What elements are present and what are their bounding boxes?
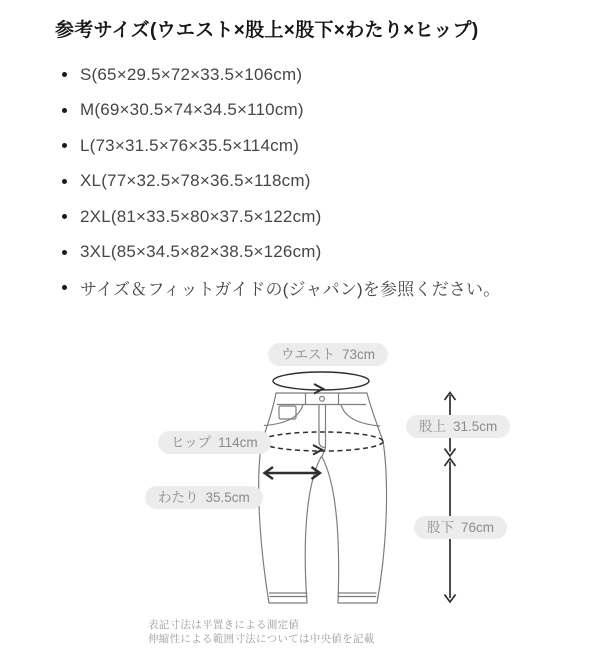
size-list-item-s (62, 57, 500, 93)
size-list-item-label: XL(77×32.5×78×36.5×118cm) (80, 171, 311, 191)
thigh-label: わたり (158, 490, 199, 505)
hip-measurement-pill (158, 431, 271, 454)
section-title: 参考サイズ(ウエスト×股上×股下×わたり×ヒップ) (55, 20, 479, 41)
inseam-label: 股下 (427, 520, 454, 535)
bullet-icon (62, 214, 67, 219)
hip-label: ヒップ (171, 435, 212, 450)
size-guide-note-label: サイズ＆フィットガイドの(ジャパン)を参照ください。 (80, 280, 501, 300)
pants-diagram-illustration (0, 335, 600, 635)
size-list-item-3xl (62, 235, 500, 271)
size-list-item-l (62, 128, 500, 164)
bullet-icon (62, 143, 67, 148)
rise-label: 股上 (419, 419, 446, 434)
size-list-item-label: 2XL(81×33.5×80×37.5×122cm) (80, 206, 322, 226)
size-list-item-label: S(65×29.5×72×33.5×106cm) (80, 64, 303, 84)
size-list-item-2xl (62, 199, 500, 235)
hip-value: 114cm (218, 435, 258, 450)
footnote-line-1: 表記寸法は平置きによる測定値 (148, 619, 300, 631)
footnote-line-2: 伸縮性による範囲寸法については中央値を記載 (148, 632, 375, 645)
measurement-footnote (148, 619, 375, 646)
bullet-icon (62, 285, 67, 290)
size-list-item-m (62, 93, 500, 129)
pants-outline (259, 393, 387, 603)
thigh-value: 35.5cm (205, 490, 250, 505)
waist-circumference-ellipse (273, 372, 369, 394)
inseam-value: 76cm (461, 520, 495, 535)
inseam-measurement-pill (414, 516, 507, 539)
thigh-measurement-pill (145, 486, 263, 509)
size-guide-note-item (62, 270, 500, 306)
waist-value: 73cm (342, 347, 376, 362)
waist-measurement-pill (268, 343, 388, 366)
rise-value: 31.5cm (453, 419, 498, 434)
size-list-item-label: 3XL(85×34.5×82×38.5×126cm) (80, 242, 322, 262)
bullet-icon (62, 108, 67, 113)
size-list-item-label: L(73×31.5×76×35.5×114cm) (80, 135, 300, 155)
pants-measurement-diagram (0, 335, 600, 655)
waist-label: ウエスト (281, 347, 335, 362)
size-list-item-label: M(69×30.5×74×34.5×110cm) (80, 100, 304, 120)
rise-measurement-pill (406, 415, 510, 438)
bullet-icon (62, 250, 67, 255)
bullet-icon (62, 72, 67, 77)
bullet-icon (62, 179, 67, 184)
size-list (62, 57, 500, 306)
waist-arrowhead-icon (314, 384, 323, 394)
size-list-item-xl (62, 164, 500, 200)
